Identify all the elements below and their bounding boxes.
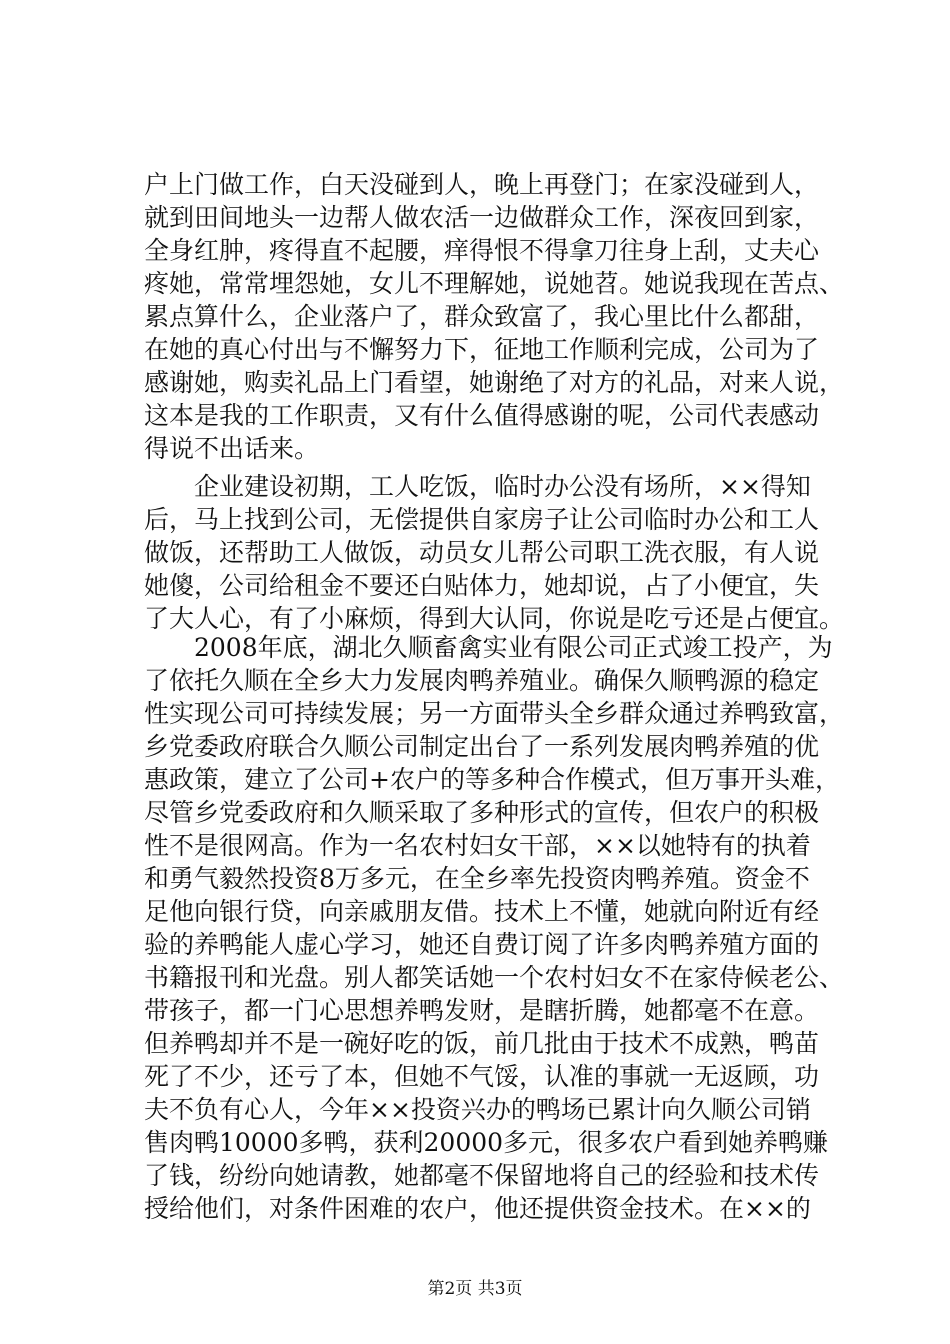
text-line: 感谢她，购卖礼品上门看望，她谢绝了对方的礼品，对来人说， [144, 368, 844, 397]
text-line: 授给他们，对条件困难的农户，他还提供资金技术。在××的 [144, 1194, 811, 1223]
text-line: 得说不出话来。 [144, 434, 320, 463]
text-line: 验的养鸭能人虚心学习，她还自费订阅了许多肉鸭养殖方面的 [144, 930, 820, 959]
text-line: 了依托久顺在全乡大力发展肉鸭养殖业。确保久顺鸭源的稳定 [144, 666, 820, 695]
page-footer: 第2页 共3页 [427, 1279, 523, 1299]
text-line: 惠政策，建立了公司+农户的等多种合作模式，但万事开头难， [144, 765, 840, 794]
text-line: 她傻，公司给租金不要还白贴体力，她却说，占了小便宜，失 [144, 571, 820, 600]
text-line: 户上门做工作，白天没碰到人，晚上再登门；在家没碰到人， [144, 170, 820, 199]
text-line: 和勇气毅然投资8万多元，在全乡率先投资肉鸭养殖。资金不 [144, 864, 810, 893]
text-line: 足他向银行贷，向亲戚朋友借。技术上不懂，她就向附近有经 [144, 897, 820, 926]
text-line: 就到田间地头一边帮人做农活一边做群众工作，深夜回到家， [144, 203, 820, 232]
text-line: 乡党委政府联合久顺公司制定出台了一系列发展肉鸭养殖的优 [144, 732, 820, 761]
text-line: 夫不负有心人，今年××投资兴办的鸭场已累计向久顺公司销 [144, 1095, 811, 1124]
paragraph-3 [144, 631, 844, 1225]
paragraph-1 [144, 168, 844, 465]
text-line: 做饭，还帮助工人做饭，动员女儿帮公司职工洗衣服，有人说 [144, 538, 820, 567]
text-line: 企业建设初期，工人吃饭，临时办公没有场所，××得知 [144, 472, 811, 501]
text-line: 带孩子，都一门心思想养鸭发财，是瞎折腾，她都毫不在意。 [144, 996, 820, 1025]
text-line: 累点算什么，企业落户了，群众致富了，我心里比什么都甜， [144, 302, 820, 331]
text-line: 了钱，纷纷向她请教，她都毫不保留地将自己的经验和技术传 [144, 1161, 820, 1190]
text-line: 但养鸭却并不是一碗好吃的饭，前几批由于技术不成熟，鸭苗 [144, 1029, 820, 1058]
text-line: 性不是很网高。作为一名农村妇女干部，××以她特有的执着 [144, 831, 811, 860]
text-line: 了大人心，有了小麻烦，得到大认同，你说是吃亏还是占便宜。 [144, 604, 844, 633]
text-line: 尽管乡党委政府和久顺采取了多种形式的宣传，但农户的积极 [144, 798, 820, 827]
text-line: 后，马上找到公司，无偿提供自家房子让公司临时办公和工人 [144, 505, 820, 534]
text-line: 售肉鸭10000多鸭，获利20000多元，很多农户看到她养鸭赚 [144, 1128, 829, 1157]
text-line: 书籍报刊和光盘。别人都笑话她一个农村妇女不在家侍候老公、 [144, 963, 844, 992]
text-line: 全身红肿，疼得直不起腰，痒得恨不得拿刀往身上刮，丈夫心 [144, 236, 820, 265]
text-line: 性实现公司可持续发展；另一方面带头全乡群众通过养鸭致富， [144, 699, 844, 728]
text-line: 死了不少，还亏了本，但她不气馁，认准的事就一无返顾，功 [144, 1062, 820, 1091]
text-line: 这本是我的工作职责，又有什么值得感谢的呢，公司代表感动 [144, 401, 820, 430]
paragraph-2 [144, 470, 844, 635]
text-line: 2008年底，湖北久顺畜禽实业有限公司正式竣工投产，为 [144, 633, 833, 662]
text-line: 在她的真心付出与不懈努力下，征地工作顺利完成，公司为了 [144, 335, 820, 364]
text-line: 疼她，常常埋怨她，女儿不理解她，说她苕。她说我现在苦点、 [144, 269, 844, 298]
